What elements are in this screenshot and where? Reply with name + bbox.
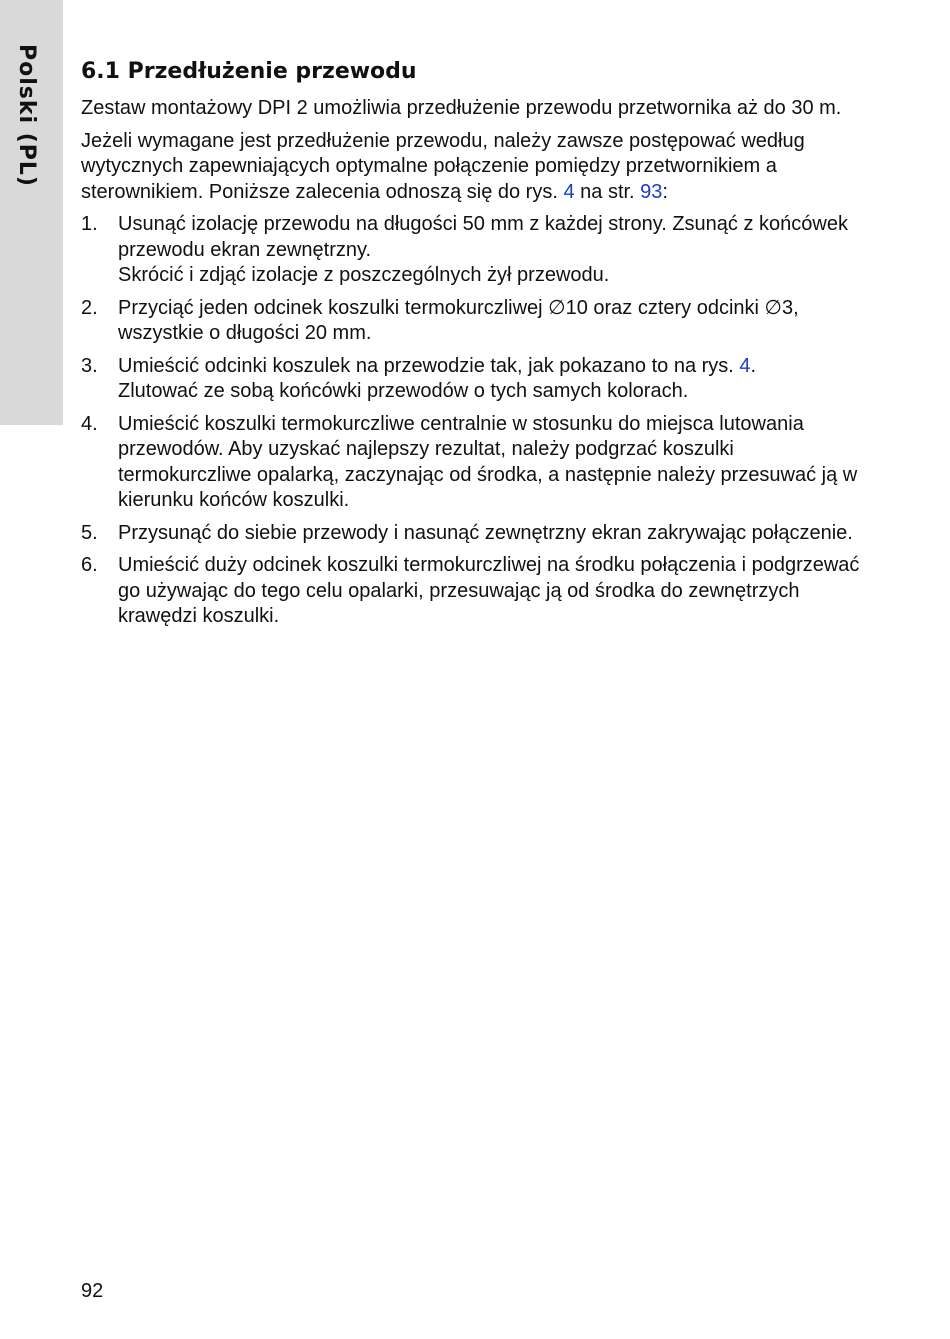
instructions-mid-text: na str.	[574, 180, 641, 203]
step-text-continued: Zlutować ze sobą końcówki przewodów o tych samych kolorach.	[118, 380, 689, 402]
step-text: Usunąć izolację przewodu na długości 50 mm z każdej strony. Zsunąć z końcówek przewodu ekran zewnętrzny.	[118, 213, 848, 261]
step-item	[81, 553, 871, 630]
step-text: Umieścić duży odcinek koszulki termokurczliwej na środku połączenia i podgrzewać go używając do tego celu opalarki, przesuwając ją od środka do zewnętrzych krawędzi koszulki.	[118, 554, 860, 627]
step-text-line	[118, 354, 871, 380]
step-item	[81, 412, 871, 514]
page-reference-link[interactable]: 93	[640, 180, 663, 203]
step-number: 2.	[81, 296, 98, 319]
step-text: Przysunąć do siebie przewody i nasunąć zewnętrzny ekran zakrywając połączenie.	[118, 521, 853, 544]
language-tab-label: Polski (PL)	[14, 44, 39, 187]
step-number: 1.	[81, 213, 98, 235]
step-text: Przyciąć jeden odcinek koszulki termokurczliwej ∅10 oraz cztery odcinki ∅3, wszystkie o długości 20 mm.	[118, 296, 799, 344]
step-text: Umieścić odcinki koszulek na przewodzie tak, jak pokazano to na rys.	[118, 354, 740, 377]
main-content	[81, 58, 871, 637]
step-item	[81, 296, 871, 347]
instructions-end-text: :	[662, 180, 668, 203]
step-item	[81, 212, 871, 289]
step-text-continued: Skrócić i zdjąć izolacje z poszczególnych żył przewodu.	[118, 264, 610, 286]
step-number: 3.	[81, 354, 98, 377]
step-text: Umieścić koszulki termokurczliwe centralnie w stosunku do miejsca lutowania przewodów. Aby uzyskać najlepszy rezultat, należy podgrzać koszulki termokurczliwe opalarką, zaczynając od środka, a następnie należy przesuwać ją w kierunku końców koszulki.	[118, 412, 858, 511]
figure-reference-link[interactable]: 4	[739, 354, 751, 377]
step-number: 4.	[81, 412, 98, 435]
intro-paragraph: Zestaw montażowy DPI 2 umożliwia przedłużenie przewodu przetwornika aż do 30 m.	[81, 97, 842, 119]
step-number: 6.	[81, 554, 98, 576]
page-number: 92	[81, 1280, 104, 1302]
language-side-tab	[0, 0, 63, 425]
section-title: 6.1 Przedłużenie przewodu	[81, 59, 417, 84]
step-number: 5.	[81, 521, 98, 544]
steps-list	[81, 212, 871, 630]
figure-reference-link[interactable]: 4	[563, 180, 575, 203]
instructions-text: Jeżeli wymagane jest przedłużenie przewodu, należy zawsze postępować według wytycznych zapewniających optymalne połączenie pomiędzy przetwornikiem a sterownikiem. Poniższe zalecenia odnoszą się do rys.	[81, 129, 805, 203]
instructions-paragraph	[81, 129, 871, 206]
step-item	[81, 521, 871, 547]
step-text-end: .	[750, 354, 757, 377]
step-item	[81, 354, 871, 405]
